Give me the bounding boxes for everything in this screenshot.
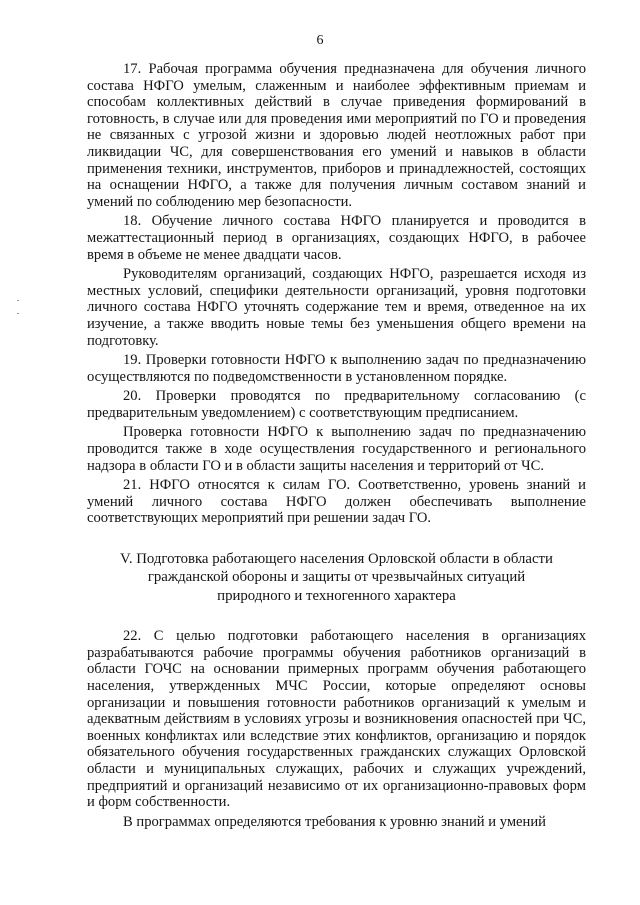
document-body (87, 61, 586, 833)
section-heading-line-2: гражданской обороны и защиты от чрезвычайных ситуаций (147, 569, 526, 586)
paragraph-20: 20. Проверки проводятся по предварительному согласованию (с предварительным уведомлением) с соответствующим предписанием. (87, 388, 586, 421)
section-heading-line-1: V. Подготовка работающего населения Орловской области в области (120, 551, 553, 568)
margin-mark (17, 300, 19, 301)
paragraph-22: 22. С целью подготовки работающего населения в организациях разрабатываются рабочие программы обучения работников организаций в области ГОЧС на основании примерных программ обучения работающего населения, утвержденных МЧС России, которые определяют основы организации и повышения готовности работников организаций к умелым и адекватным действиям в условиях угрозы и возникновения опасностей при ЧС, военных конфликтах или вследствие этих конфликтов, организацию и порядок обязательного обучения государственных гражданских служащих Орловской области и муниципальных служащих, рабочих и служащих учреждений, предприятий и организаций независимо от их организационно-правовых форм и форм собственности. (87, 628, 586, 811)
paragraph-18: 18. Обучение личного состава НФГО планируется и проводится в межаттестационный период в организациях, создающих НФГО, в рабочее время в объеме не менее двадцати часов. (87, 213, 586, 263)
paragraph-19: 19. Проверки готовности НФГО к выполнению задач по предназначению осуществляются по подведомственности в установленном порядке. (87, 352, 586, 385)
paragraph-18-continued: Руководителям организаций, создающих НФГО, разрешается исходя из местных условий, специфики деятельности организаций, уровня подготовки личного состава НФГО уточнять содержание тем и время, отведенное на их изучение, а также вводить новые темы без уменьшения общего времени на подготовку. (87, 266, 586, 349)
paragraph-21: 21. НФГО относятся к силам ГО. Соответственно, уровень знаний и умений личного состава НФГО должен обеспечивать выполнение соответствующих мероприятий при решении задач ГО. (87, 477, 586, 527)
page-number: 6 (316, 33, 324, 48)
margin-mark (17, 313, 19, 314)
section-heading (87, 550, 586, 605)
section-heading-line-3: природного и техногенного характера (217, 587, 456, 604)
paragraph-17: 17. Рабочая программа обучения предназначена для обучения личного состава НФГО умелым, слаженным и наиболее эффективным приемам и способам коллективных действий в случае приведения формирований в готовность, в случае или для проведения ими мероприятий по ГО и проведения не связанных с угрозой жизни и здоровью людей неотложных работ при ликвидации ЧС, для совершенствования его умений и навыков в области применения техники, инструментов, приборов и принадлежностей, состоящих на оснащении НФГО, а также для получения личным составом знаний и умений по соблюдению мер безопасности. (87, 61, 586, 210)
paragraph-22-continued: В программах определяются требования к уровню знаний и умений (123, 813, 546, 830)
paragraph-20-continued: Проверка готовности НФГО к выполнению задач по предназначению проводится также в ходе осуществления государственного и регионального надзора в области ГО и в области защиты населения и территорий от ЧС. (87, 424, 586, 474)
